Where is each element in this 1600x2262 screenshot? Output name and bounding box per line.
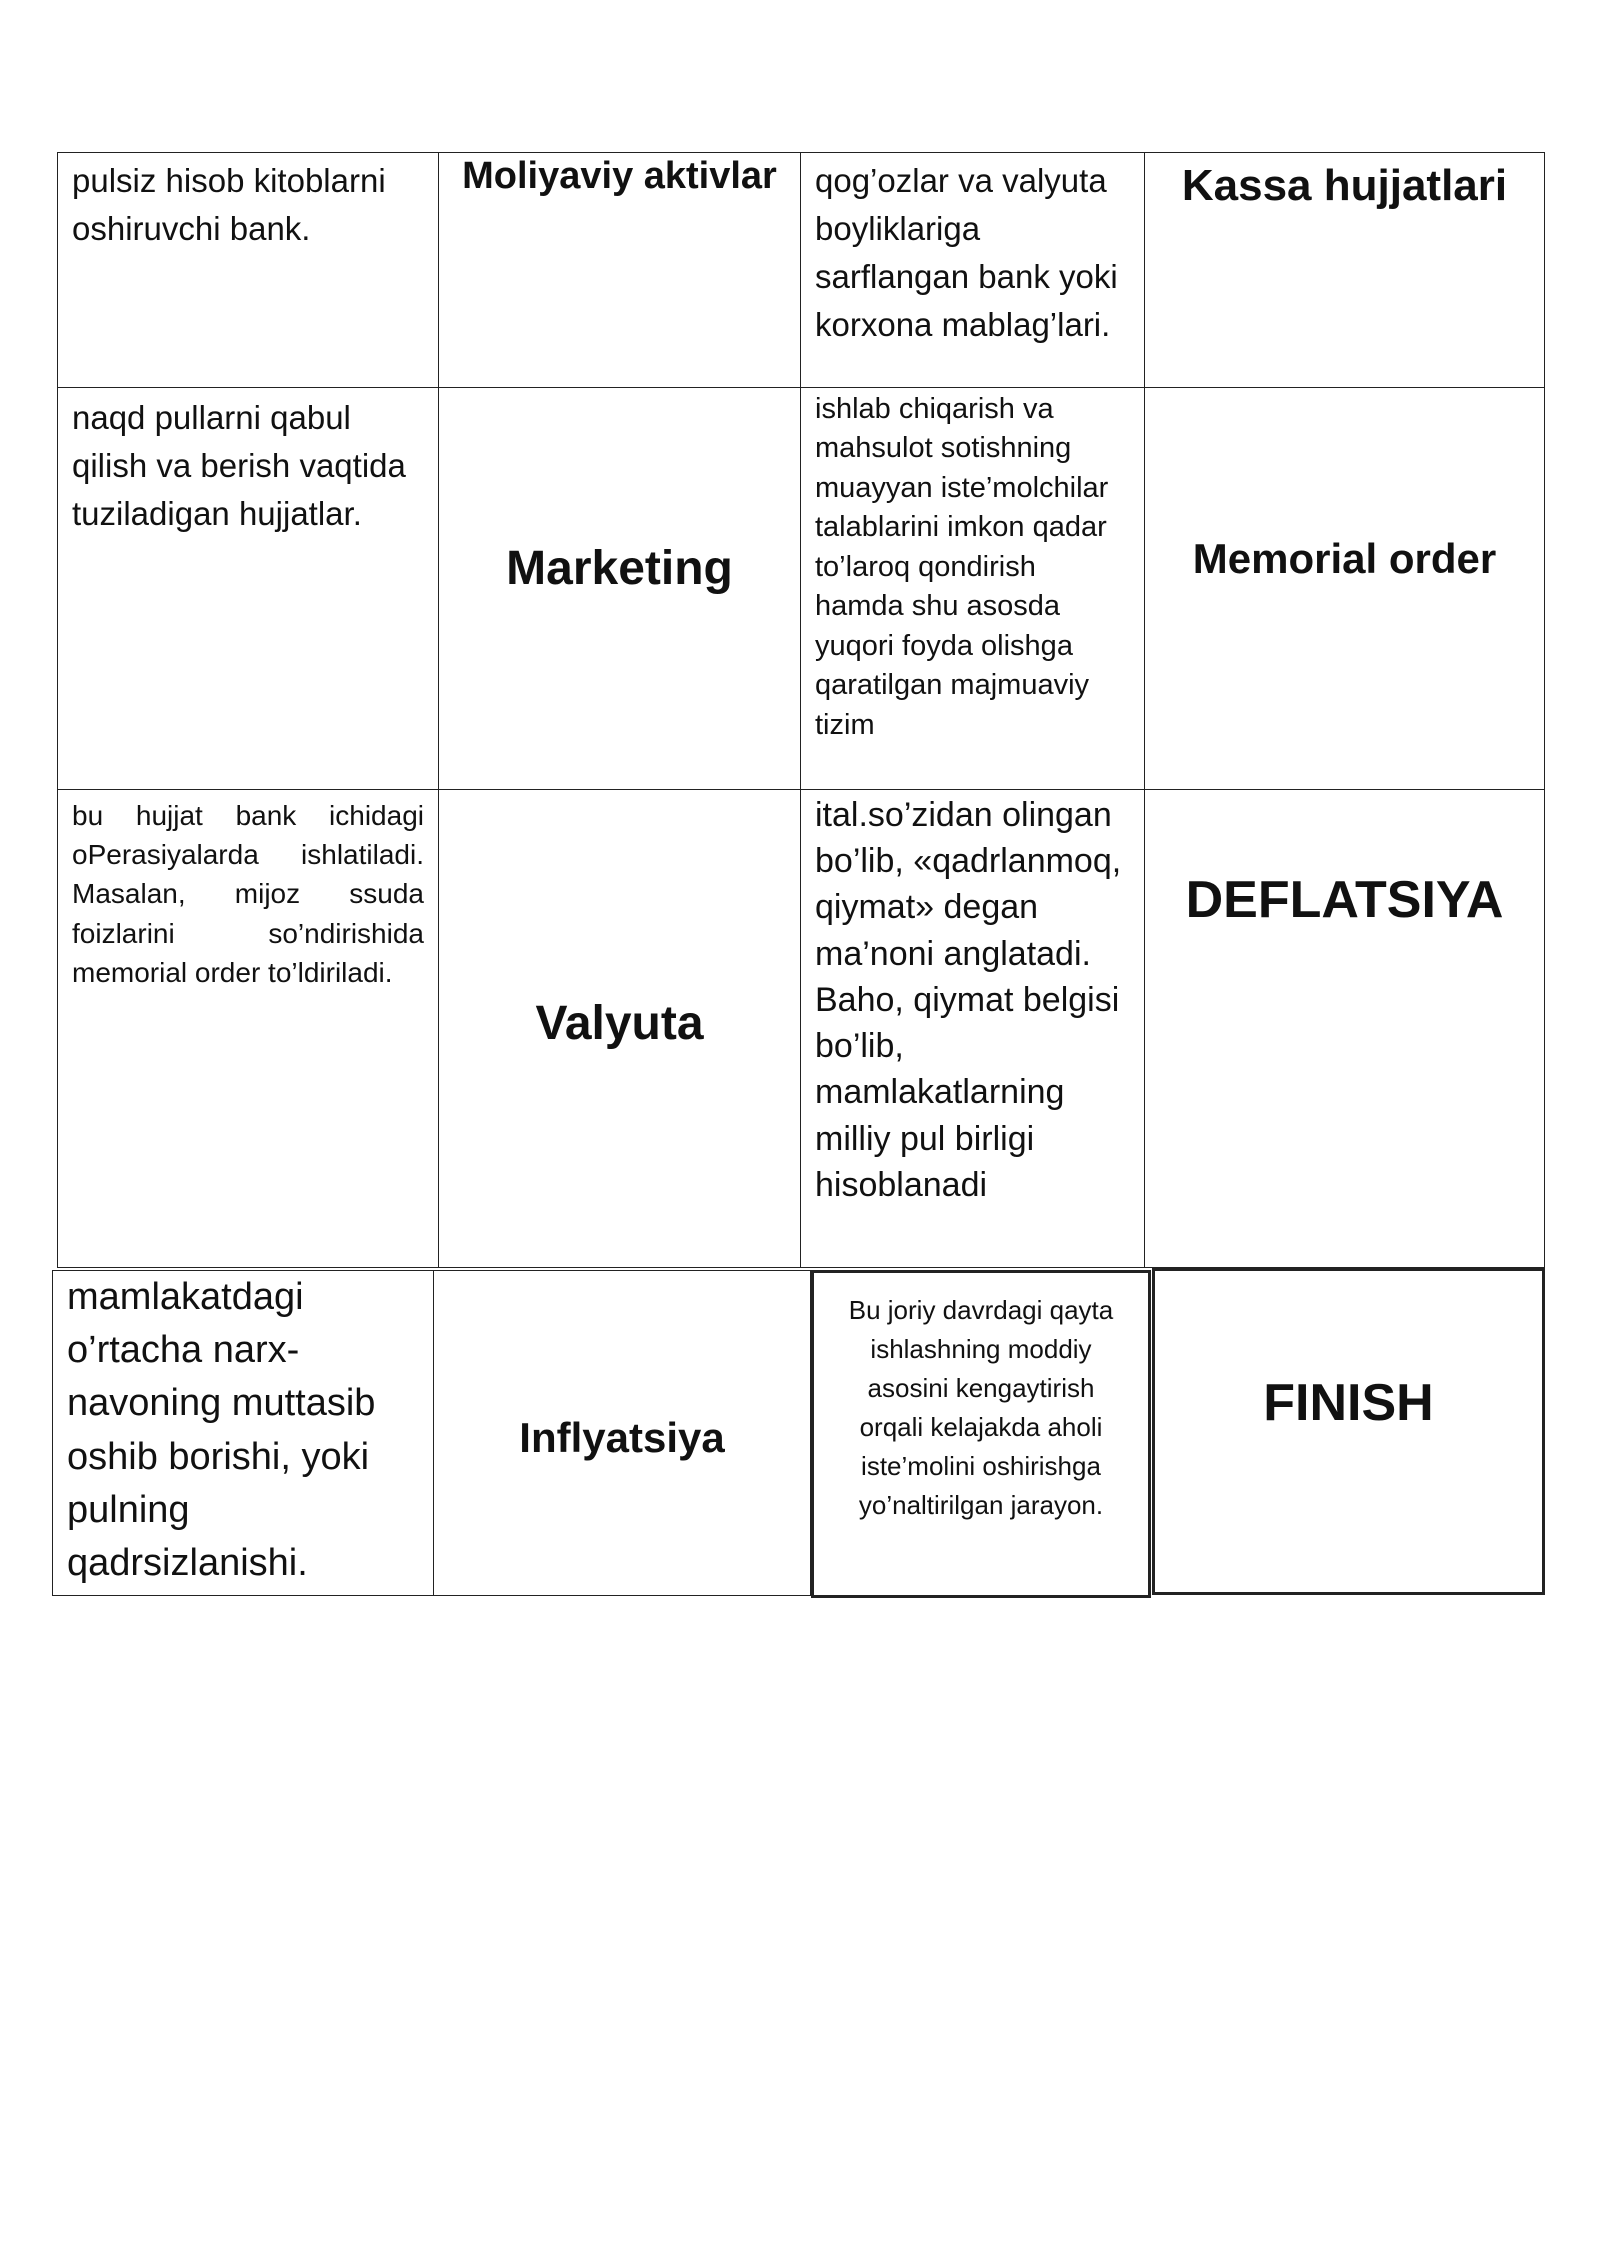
- row-4-definition-right: [811, 1270, 1151, 1598]
- row-3-definition-right: [800, 789, 1145, 1268]
- row-3-term-a: [438, 789, 801, 1268]
- definition-text: ital.so’zidan olingan bo’lib, «qadrlanmoq, qiymat» degan ma’noni anglatadi. Baho, qiymat belgisi bo’lib, mamlakatlarning milliy pul birligi hisoblanadi: [815, 796, 1122, 1204]
- term-text: Moliyaviy aktivlar: [462, 155, 777, 197]
- definition-text: Bu joriy davrdagi qayta ishlashning moddiy asosini kengaytirish orqali kelajakda aholi iste’molini oshirishga yo’naltirilgan jarayon.: [848, 1295, 1114, 1520]
- row-4-definition-left: [52, 1270, 434, 1596]
- row-1-definition-right: [800, 152, 1145, 388]
- row-1-term-a: [438, 152, 801, 388]
- term-text: Memorial order: [1192, 534, 1497, 582]
- term-text: Marketing: [506, 542, 733, 595]
- row-2-term-a: [438, 387, 801, 790]
- row-1-term-b: [1144, 152, 1545, 388]
- row-2-definition-left: [57, 387, 439, 790]
- term-text: FINISH: [1263, 1374, 1434, 1432]
- definition-text: pulsiz hisob kitoblarni oshiruvchi bank.: [72, 162, 386, 247]
- term-text: Inflyatsiya: [519, 1414, 725, 1461]
- row-2-definition-right: [800, 387, 1145, 790]
- term-text: DEFLATSIYA: [1185, 871, 1504, 929]
- row-2-term-b: [1144, 387, 1545, 790]
- row-3-definition-left: [57, 789, 439, 1268]
- term-text: Valyuta: [535, 997, 704, 1050]
- row-1-definition-left: [57, 152, 439, 388]
- term-text: Kassa hujjatlari: [1181, 161, 1508, 210]
- row-4-term-b: [1152, 1268, 1545, 1595]
- definition-text: bu hujjat bank ichidagi oPerasiyalarda ishlatiladi. Masalan, mijoz ssuda foizlarini so’ndirishida memorial order to’ldiriladi.: [72, 800, 424, 988]
- definition-text: naqd pullarni qabul qilish va berish vaqtida tuziladigan hujjatlar.: [72, 399, 406, 532]
- row-3-term-b: [1144, 789, 1545, 1268]
- definition-text: mamlakatdagi o’rtacha narx-navoning muttasib oshib borishi, yoki pulning qadrsizlanishi.: [67, 1276, 376, 1584]
- definition-text: qog’ozlar va valyuta boyliklariga sarflangan bank yoki korxona mablag’lari.: [815, 162, 1118, 343]
- definition-text: ishlab chiqarish va mahsulot sotishning muayyan iste’molchilar talablarini imkon qadar to’laroq qondirish hamda shu asosda yuqori foyda olishga qaratilgan majmuaviy tizim: [815, 393, 1109, 741]
- row-4-term-a: [433, 1270, 811, 1596]
